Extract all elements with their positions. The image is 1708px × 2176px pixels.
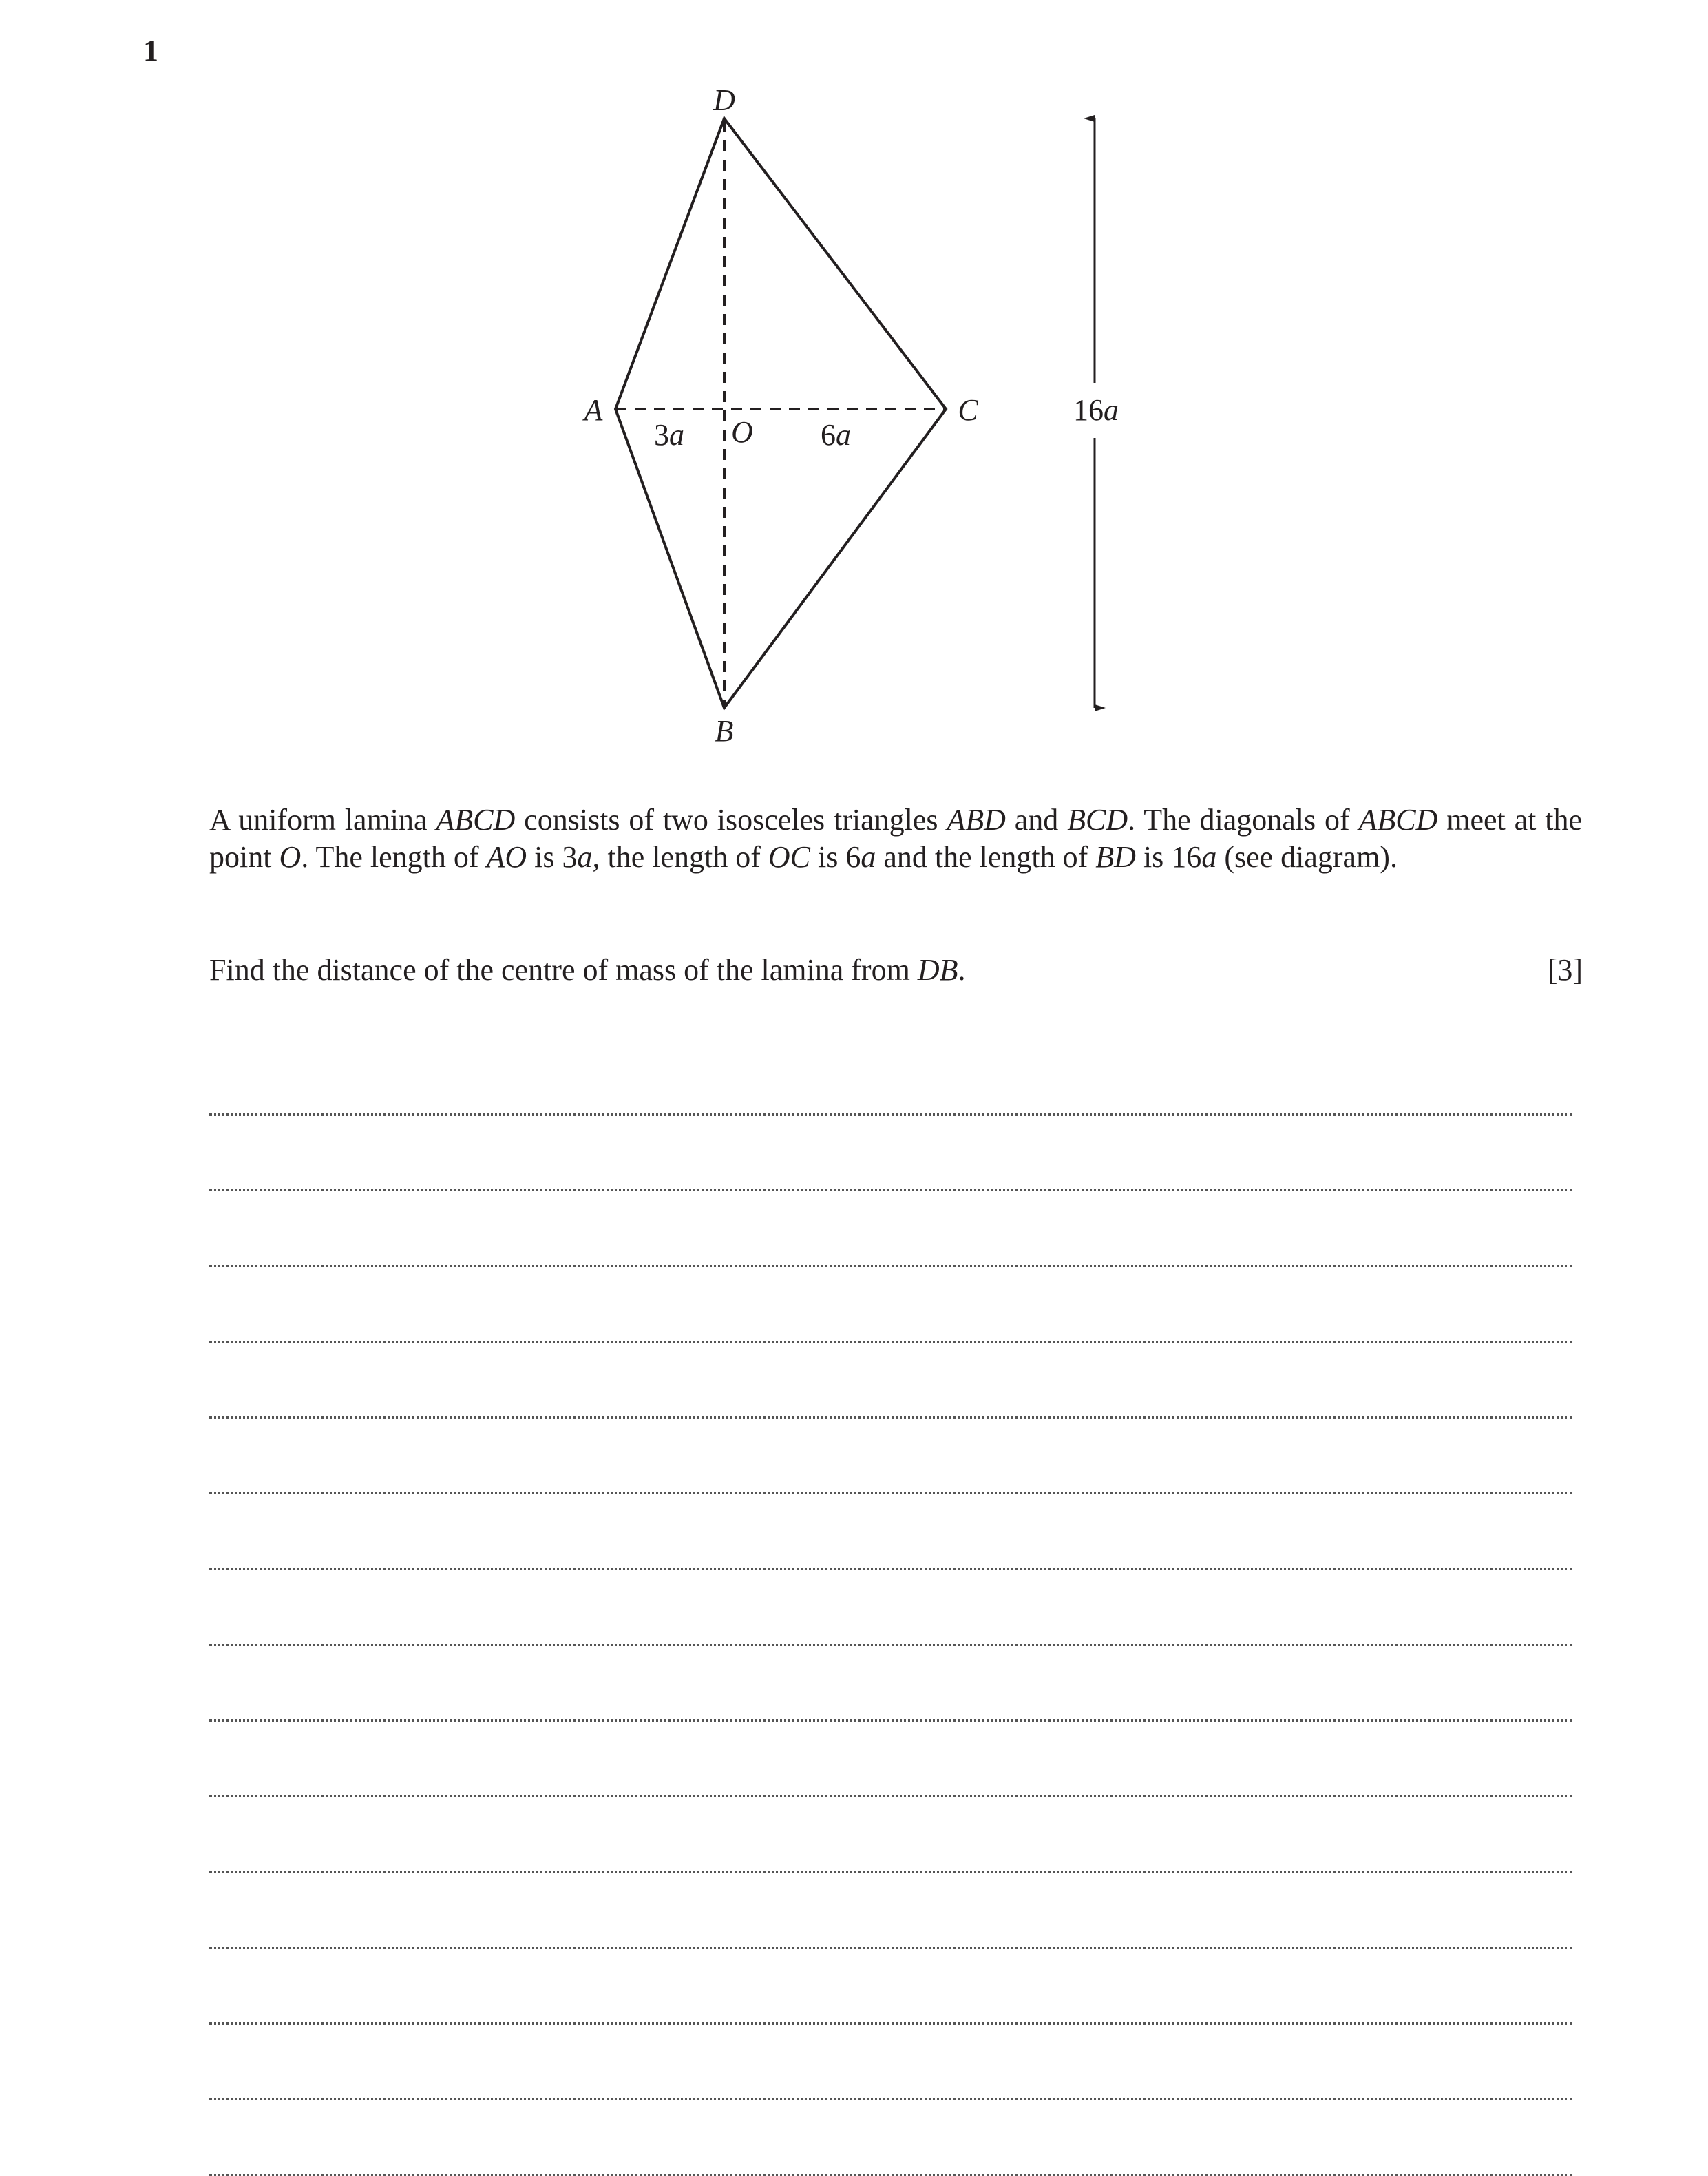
vertex-label-c: C xyxy=(958,393,978,427)
vertex-label-d: D xyxy=(713,83,735,117)
answer-line[interactable] xyxy=(209,1419,1572,1494)
vertex-label-b: B xyxy=(715,714,734,748)
answer-line[interactable] xyxy=(209,1191,1572,1267)
question-number: 1 xyxy=(143,34,158,67)
vertex-label-a: A xyxy=(584,393,603,427)
length-bd-label: 16a xyxy=(1073,393,1119,427)
answer-line[interactable] xyxy=(209,1116,1572,1191)
lamina-abcd xyxy=(615,118,946,708)
answer-line[interactable] xyxy=(209,1797,1572,1873)
answer-line[interactable] xyxy=(209,1949,1572,2025)
kite-diagram xyxy=(0,0,1708,771)
question-prompt: Find the distance of the centre of mass of the lamina from DB. xyxy=(209,953,966,987)
answer-line[interactable] xyxy=(209,1343,1572,1419)
answer-line[interactable] xyxy=(209,2100,1572,2176)
length-ao-label: 3a xyxy=(654,418,684,452)
answer-line[interactable] xyxy=(209,1570,1572,1646)
answer-line[interactable] xyxy=(209,1646,1572,1722)
answer-line[interactable] xyxy=(209,1873,1572,1949)
length-oc-label: 6a xyxy=(821,418,851,452)
answer-line[interactable] xyxy=(209,2025,1572,2100)
answer-line[interactable] xyxy=(209,1722,1572,1797)
point-label-o: O xyxy=(731,415,753,449)
marks-allocation: [3] xyxy=(1547,953,1583,987)
answer-line[interactable] xyxy=(209,1494,1572,1570)
question-description: A uniform lamina ABCD consists of two isosceles triangles ABD and BCD. The diagonals of ABCD meet at the point O. The length of AO is 3a, the length of OC is 6a and the length of BD is 16a (see diagram). xyxy=(209,803,1582,874)
answer-line[interactable] xyxy=(209,1040,1572,1116)
answer-line[interactable] xyxy=(209,1267,1572,1343)
answer-area[interactable] xyxy=(209,1040,1572,2176)
